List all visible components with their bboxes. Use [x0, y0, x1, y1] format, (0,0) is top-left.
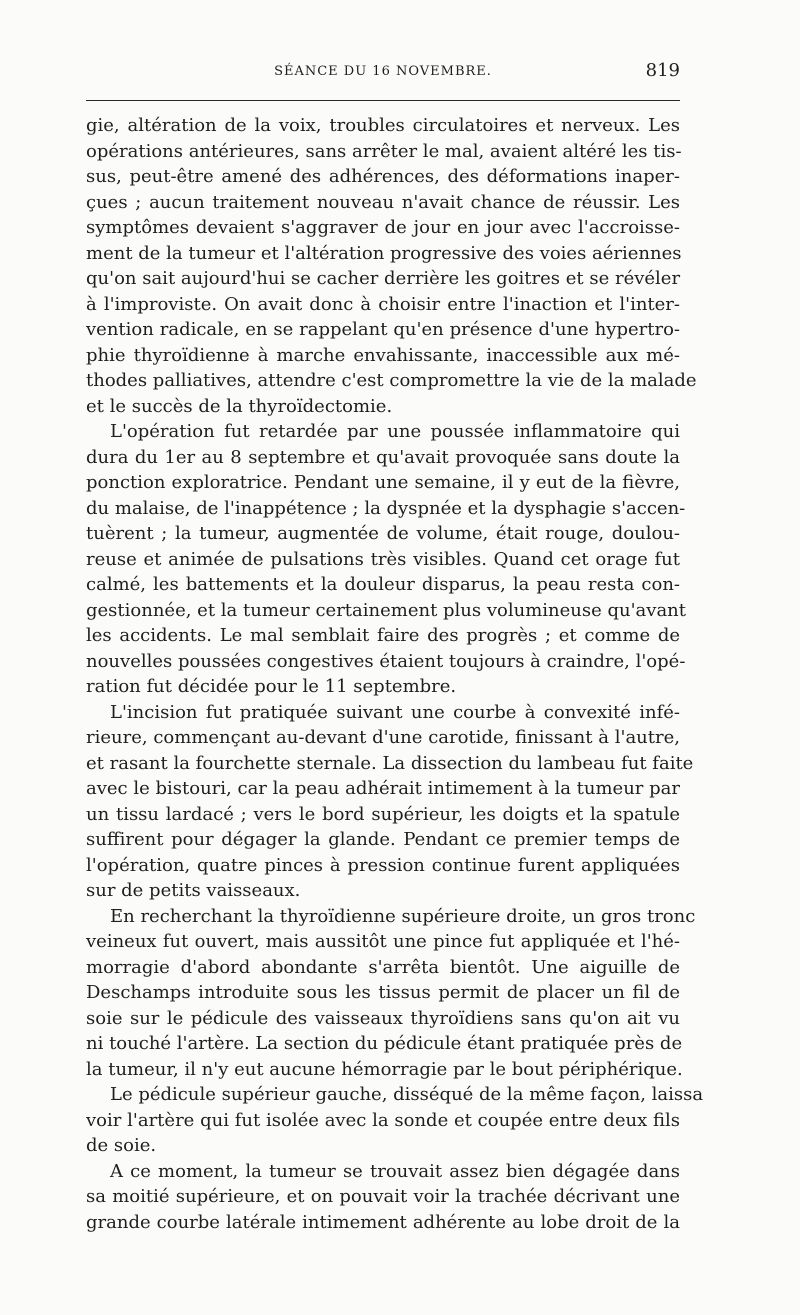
text-line: l'opération, quatre pinces à pression continue furent appliquées	[86, 854, 680, 876]
text-line: Deschamps introduite sous les tissus permit de placer un fil de	[86, 982, 680, 1003]
text-line: phie thyroïdienne à marche envahissante, inaccessible aux mé-	[86, 344, 680, 366]
text-line: vention radicale, en se rappelant qu'en présence d'une hypertro-	[86, 319, 680, 340]
text-line: ni touché l'artère. La section du pédicule étant pratiquée près de	[86, 1033, 683, 1054]
text-line: Le pédicule supérieur gauche, disséqué de la même façon, laissa	[110, 1084, 704, 1105]
running-head: SÉANCE DU 16 NOVEMBRE.	[274, 64, 492, 79]
text-line: L'incision fut pratiquée suivant une courbe à convexité infé-	[110, 701, 680, 723]
text-line: rieure, commençant au-devant d'une carotide, finissant à l'autre,	[86, 727, 680, 748]
text-line: gestionnée, et la tumeur certainement plus volumineuse qu'avant	[86, 599, 687, 621]
text-line: la tumeur, il n'y eut aucune hémorragie par le bout périphérique.	[86, 1058, 683, 1080]
text-line: avec le bistouri, car la peau adhérait intimement à la tumeur par	[86, 778, 680, 799]
header-rule	[86, 100, 680, 101]
page-header	[86, 58, 680, 92]
text-line: sur de petits vaisseaux.	[86, 880, 301, 901]
text-line: soie sur le pédicule des vaisseaux thyroïdiens sans qu'on ait vu	[86, 1007, 680, 1029]
text-line: nouvelles poussées congestives étaient toujours à craindre, l'opé-	[86, 650, 686, 672]
text-line: tuèrent ; la tumeur, augmentée de volume, était rouge, doulou-	[86, 523, 680, 544]
text-line: çues ; aucun traitement nouveau n'avait chance de réussir. Les	[86, 191, 680, 213]
text-line: sa moitié supérieure, et on pouvait voir la trachée décrivant une	[86, 1186, 680, 1207]
text-line: sus, peut-être amené des adhérences, des déformations inaper-	[86, 166, 680, 187]
body-text	[86, 113, 704, 1235]
text-line: à l'improviste. On avait donc à choisir entre l'inaction et l'inter-	[86, 293, 680, 315]
text-line: et rasant la fourchette sternale. La dissection du lambeau fut faite	[86, 752, 694, 774]
text-line: de soie.	[86, 1135, 157, 1156]
text-line: En recherchant la thyroïdienne supérieure droite, un gros tronc	[110, 905, 696, 927]
text-line: L'opération fut retardée par une poussée inflammatoire qui	[110, 421, 680, 442]
text-line: grande courbe latérale intimement adhérente au lobe droit de la	[86, 1211, 680, 1233]
text-line: et le succès de la thyroïdectomie.	[86, 395, 393, 417]
text-line: veineux fut ouvert, mais aussitôt une pince fut appliquée et l'hé-	[86, 931, 680, 952]
text-line: dura du 1er au 8 septembre et qu'avait provoquée sans doute la	[86, 446, 680, 468]
text-line: voir l'artère qui fut isolée avec la sonde et coupée entre deux fils	[86, 1109, 680, 1131]
text-line: qu'on sait aujourd'hui se cacher derrière les goitres et se révéler	[86, 268, 681, 289]
text-line: ment de la tumeur et l'altération progressive des voies aériennes	[86, 242, 682, 264]
text-line: calmé, les battements et la douleur disparus, la peau resta con-	[86, 574, 680, 595]
text-line: morragie d'abord abondante s'arrêta bientôt. Une aiguille de	[86, 956, 680, 978]
text-line: les accidents. Le mal semblait faire des progrès ; et comme de	[86, 625, 680, 646]
page-number: 819	[645, 60, 680, 81]
text-line: symptômes devaient s'aggraver de jour en jour avec l'accroisse-	[86, 217, 680, 238]
text-line: gie, altération de la voix, troubles circulatoires et nerveux. Les	[86, 115, 680, 136]
text-line: suffirent pour dégager la glande. Pendant ce premier temps de	[86, 829, 680, 850]
text-line: ration fut décidée pour le 11 septembre.	[86, 676, 457, 697]
text-line: opérations antérieures, sans arrêter le mal, avaient altéré les tis-	[86, 140, 682, 162]
text-line: du malaise, de l'inappétence ; la dyspnée et la dysphagie s'accen-	[86, 497, 686, 519]
text-line: un tissu lardacé ; vers le bord supérieur, les doigts et la spatule	[86, 803, 680, 825]
text-line: reuse et animée de pulsations très visibles. Quand cet orage fut	[86, 548, 680, 570]
text-line: A ce moment, la tumeur se trouvait assez bien dégagée dans	[110, 1160, 680, 1182]
text-line: thodes palliatives, attendre c'est compromettre la vie de la malade	[86, 370, 697, 391]
text-line: ponction exploratrice. Pendant une semaine, il y eut de la fièvre,	[86, 472, 680, 493]
